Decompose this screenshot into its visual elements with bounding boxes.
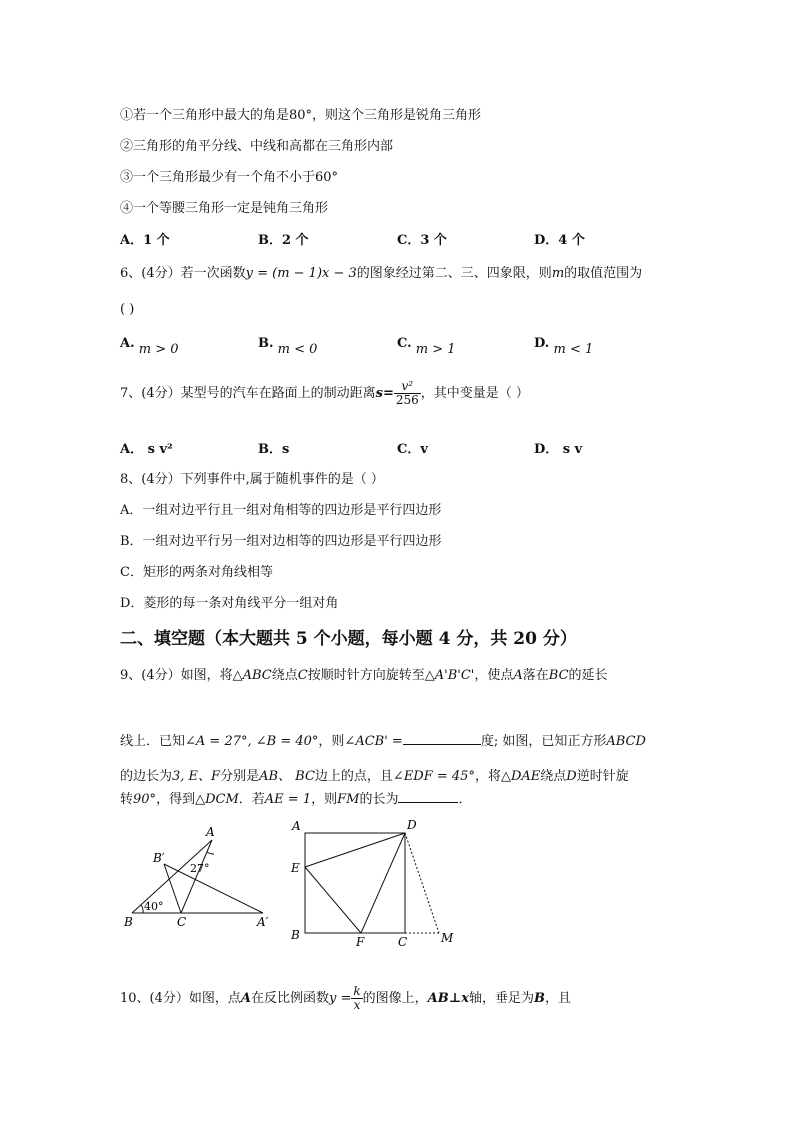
q10-fraction: $\frac{k}{x}$ [353, 984, 361, 1013]
q7-fraction: $\frac{\text{v²}}{256}$ [395, 379, 419, 408]
q6-option-b: B. m < 0 [258, 336, 318, 357]
q8-option-c: C．矩形的两条对角线相等 [120, 565, 273, 580]
q7-option-d: D． s v [534, 442, 583, 457]
fig1-label-40: 40° [144, 900, 164, 913]
fig1-label-a: A [206, 825, 215, 839]
q6-middle: 的图象经过第二、三、四象限，则 [356, 266, 552, 281]
fig2-label-a: A [292, 819, 301, 833]
q8-option-a: A．一组对边平行且一组对角相等的四边形是平行四边形 [120, 503, 442, 518]
q9-line-1: 9、(4分）如图，将△ABC绕点C按顺时针方向旋转至△A'B'C'，使点A落在BC的延长 [120, 668, 608, 683]
fig2-label-b: B [291, 928, 300, 942]
statement-4: ④一个等腰三角形一定是钝角三角形 [120, 201, 329, 216]
q6-suffix: 的取值范围为 [564, 266, 643, 281]
q10-stem: 10、(4分）如图，点A在反比例函数y = $\frac{k}{x}$ 的图像上，AB⊥x轴，垂足为B，且 [120, 984, 572, 1013]
q5-option-d: D．4 个 [534, 233, 585, 248]
fig2-label-f: F [356, 935, 365, 949]
q6-stem [120, 262, 642, 281]
q9-line-4: 转90°，得到△DCM．若AE = 1，则FM的长为 ． [120, 792, 472, 807]
q9-answer-blank-1[interactable] [403, 732, 481, 745]
q7-option-b: B．s [258, 442, 290, 457]
q9-answer-blank-2[interactable] [398, 790, 458, 803]
q7-prefix: 7、(4分）某型号的汽车在路面上的制动距离 [120, 386, 376, 402]
fig1-label-27: 27° [190, 862, 210, 875]
q8-option-d: D．菱形的每一条对角线平分一组对角 [120, 596, 339, 611]
figure-square-abcd [286, 815, 461, 950]
fig2-label-e: E [291, 861, 300, 875]
q7-s-eq: s= [375, 386, 394, 402]
q6-paren: ( ) [120, 302, 135, 317]
q8-stem: 8、(4分）下列事件中,属于随机事件的是（ ） [120, 472, 384, 487]
statement-3: ③一个三角形最少有一个角不小于60° [120, 170, 339, 185]
q6-function: y = (m − 1)x − 3 [245, 266, 357, 281]
fig1-label-b-prime: B′ [153, 851, 165, 865]
section-2-title: 二、填空题（本大题共 5 个小题，每小题 4 分，共 20 分） [120, 629, 577, 649]
fig2-label-c: C [398, 935, 408, 949]
q6-var: m [551, 266, 565, 281]
q6-option-a: A. m > 0 [120, 336, 179, 357]
fig1-label-c: C [177, 915, 187, 929]
q7-option-a: A． s v² [120, 442, 173, 457]
q7-option-c: C．v [397, 442, 428, 457]
q9-line-3: 的边长为3, E、F分别是AB、 BC边上的点，且∠EDF = 45°，将△DAE绕点D逆时针旋 [120, 769, 629, 784]
q6-option-c: C. m > 1 [397, 336, 456, 357]
fig1-label-a-prime: A′ [257, 915, 269, 929]
q5-option-b: B．2 个 [258, 233, 309, 248]
q6-prefix: 6、(4分）若一次函数 [120, 266, 246, 281]
fig2-label-d: D [407, 818, 417, 832]
statement-1: ①若一个三角形中最大的角是80°，则这个三角形是锐角三角形 [120, 108, 482, 123]
q8-option-b: B．一组对边平行另一组对边相等的四边形是平行四边形 [120, 534, 442, 549]
q6-option-d: D. m < 1 [534, 336, 594, 357]
q7-suffix: ，其中变量是（ ） [420, 386, 529, 402]
q5-option-a: A．1 个 [120, 233, 170, 248]
statement-2: ②三角形的角平分线、中线和高都在三角形内部 [120, 139, 394, 154]
fig1-label-b: B [124, 915, 133, 929]
q9-line-2: 线上．已知∠A = 27°, ∠B = 40°，则∠ACB' = 度; 如图，已知正方形ABCD [120, 734, 646, 749]
fig2-label-m: M [441, 931, 454, 945]
figure-rotation-triangles [118, 820, 278, 935]
q7-stem [120, 380, 529, 407]
q5-option-c: C．3 个 [397, 233, 447, 248]
